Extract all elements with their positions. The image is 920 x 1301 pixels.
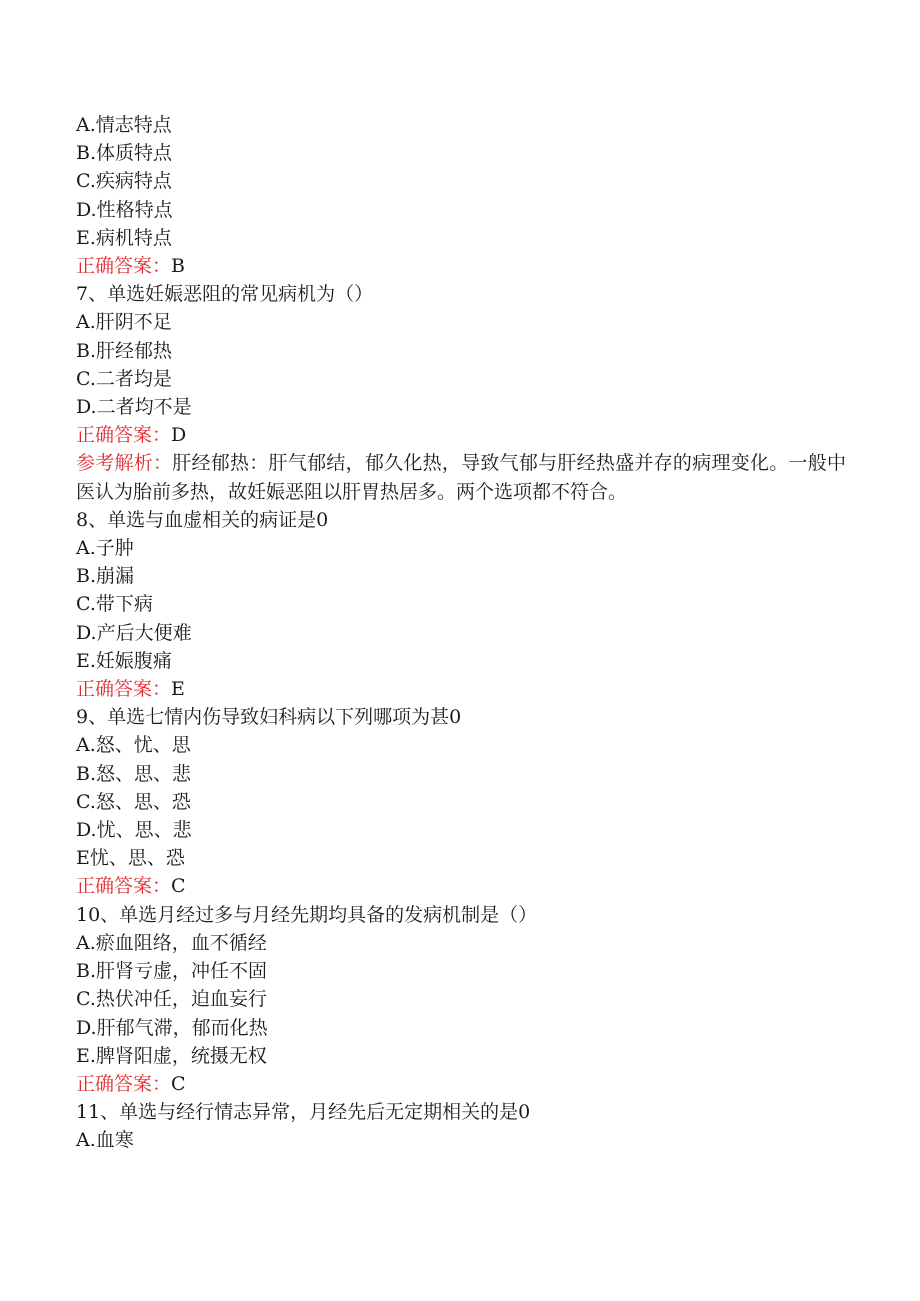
option-b: B.体质特点 [76,142,173,165]
option-c: C.带下病 [76,593,153,616]
option-b: B.崩漏 [76,565,135,588]
option-c: C.疾病特点 [76,170,172,193]
question-text: 10、单选月经过多与月经先期均具备的发病机制是（） [76,903,538,926]
question-block-8 [76,506,846,703]
option-a: A.血寒 [76,1129,134,1152]
question-block-9 [76,703,846,900]
question-text: 9、单选七情内伤导致妇科病以下列哪项为甚0 [76,706,462,729]
option-d: D.二者均不是 [76,396,192,419]
answer-line [76,421,846,449]
answer-label: 正确答案： [76,875,172,898]
analysis-paragraph [76,449,846,505]
answer-line [76,1070,846,1098]
option-b: B.肝肾亏虚，冲任不固 [76,960,268,983]
question-block-6 [76,111,846,280]
option-a: A.子肿 [76,537,134,560]
question-block-7 [76,280,846,506]
option-d: D.性格特点 [76,198,173,221]
answer-line [76,252,846,280]
option-a: A.肝阴不足 [76,311,172,334]
answer-value: E [171,678,185,701]
option-c: C.怒、思、恐 [76,790,191,813]
option-b: B.怒、思、悲 [76,762,192,785]
option-a: A.怒、忧、思 [76,734,191,757]
answer-value: D [171,424,187,447]
analysis-text: 肝经郁热：肝气郁结，郁久化热，导致气郁与肝经热盛并存的病理变化。一般中医认为胎前多热，故妊娠恶阻以肝胃热居多。两个选项都不符合。 [76,452,846,503]
answer-line [76,675,846,703]
answer-label: 正确答案： [76,424,172,447]
answer-value: C [171,1072,186,1095]
option-d: D.产后大便难 [76,621,192,644]
option-d: D.忧、思、悲 [76,819,192,842]
answer-line [76,872,846,900]
option-e: E.病机特点 [76,226,172,249]
answer-label: 正确答案： [76,255,172,278]
question-block-10 [76,901,846,1098]
answer-label: 正确答案： [76,1072,172,1095]
option-e: E忧、思、恐 [76,847,185,870]
answer-value: B [171,255,185,278]
question-block-11 [76,1098,846,1154]
option-c: C.二者均是 [76,367,172,390]
option-a: A.情志特点 [76,114,172,136]
analysis-label: 参考解析： [76,452,173,475]
option-a: A.瘀血阻络，血不循经 [76,931,267,954]
answer-value: C [171,875,186,898]
option-e: E.妊娠腹痛 [76,649,172,672]
option-e: E.脾肾阳虚，统摄无权 [76,1044,267,1067]
question-text: 7、单选妊娠恶阻的常见病机为（） [76,283,374,306]
answer-label: 正确答案： [76,678,172,701]
option-c: C.热伏冲任，迫血妄行 [76,988,267,1011]
option-d: D.肝郁气滞，郁而化热 [76,1016,268,1039]
question-text: 8、单选与血虚相关的病证是0 [76,508,329,531]
option-b: B.肝经郁热 [76,339,173,362]
question-text: 11、单选与经行情志异常，月经先后无定期相关的是0 [76,1101,531,1124]
document-page [76,111,846,1155]
